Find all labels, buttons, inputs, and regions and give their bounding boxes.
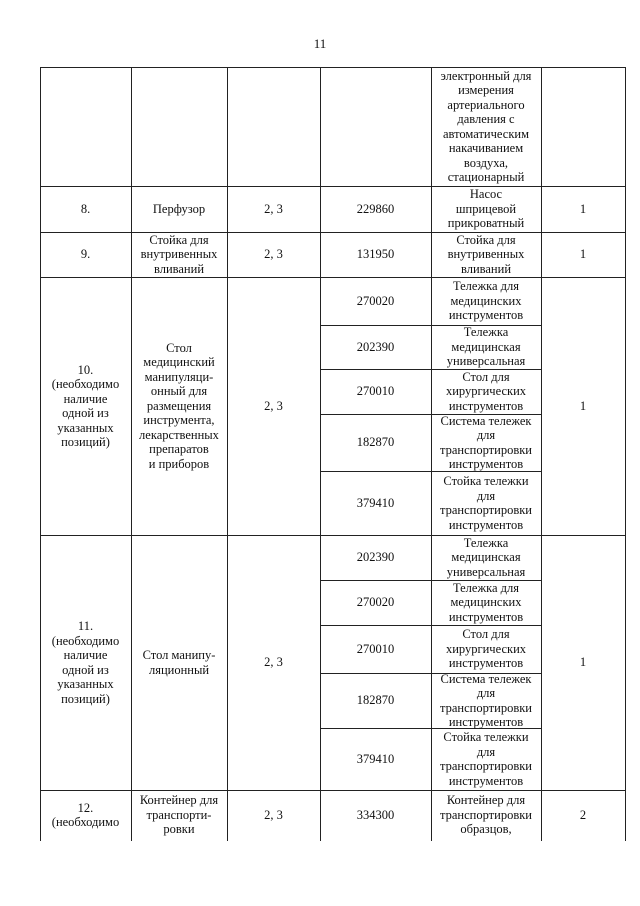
row11-code-cell: 270020	[356, 595, 395, 610]
row11-name-cell: Тележка медицинская универсальная	[446, 535, 526, 579]
row12-code-cell: 334300	[356, 807, 395, 822]
row8-level-cell: 2, 3	[264, 201, 283, 216]
row12-num-cell: 12. (необходимо	[51, 800, 120, 829]
row9-num-cell: 9.	[80, 247, 91, 262]
row10-num-cell: 10. (необходимо наличие одной из указанных позиций)	[51, 362, 120, 449]
row12-type-cell: Контейнер для транспорти- ровки	[139, 793, 219, 837]
row11-name-cell: Стол для хирургических инструментов	[445, 627, 527, 671]
row11-name-cell: Система тележек для транспортировки инструментов	[440, 671, 532, 729]
row10-code-cell: 270010	[356, 384, 395, 399]
row9-qty-cell: 1	[579, 247, 587, 262]
row8-type-cell: Перфузор	[152, 201, 206, 216]
row10-name-cell: Стойка тележки для транспортировки инструментов	[440, 474, 532, 532]
row11-name-cell: Стойка тележки для транспортировки инструментов	[440, 730, 532, 788]
row11-qty-cell: 1	[579, 655, 587, 670]
row8-qty-cell: 1	[579, 201, 587, 216]
row11-code-cell: 270010	[356, 641, 395, 656]
row10-name-cell: Стол для хирургических инструментов	[445, 369, 527, 413]
row12-qty-cell: 2	[579, 807, 587, 822]
equipment-name-cell: электронный для измерения артериального давления с автоматическим накачиванием воздуха, стационарный	[440, 68, 532, 184]
row9-level-cell: 2, 3	[264, 247, 283, 262]
row10-code-cell: 379410	[356, 495, 395, 510]
row8-code-cell: 229860	[356, 201, 395, 216]
row10-name-cell: Тележка для медицинских инструментов	[448, 279, 524, 323]
row11-code-cell: 202390	[356, 550, 395, 565]
row8-name-cell: Насос шприцевой прикроватный	[447, 187, 525, 231]
row11-code-cell: 182870	[356, 693, 395, 708]
row12-name-cell: Контейнер для транспортировки образцов,	[440, 793, 532, 837]
table-rule-vertical	[625, 67, 626, 841]
row9-name-cell: Стойка для внутривенных вливаний	[447, 232, 525, 276]
row9-code-cell: 131950	[356, 247, 395, 262]
row11-num-cell: 11. (необходимо наличие одной из указанных позиций)	[51, 619, 120, 706]
row10-qty-cell: 1	[579, 398, 587, 413]
row8-num-cell: 8.	[80, 201, 91, 216]
row11-level-cell: 2, 3	[264, 655, 283, 670]
row10-code-cell: 182870	[356, 435, 395, 450]
row10-name-cell: Тележка медицинская универсальная	[446, 325, 526, 369]
row10-type-cell: Стол медицинский манипуляци- онный для размещения инструмента, лекарственных препаратов и приборов	[139, 340, 219, 471]
row10-code-cell: 270020	[356, 293, 395, 308]
row11-name-cell: Тележка для медицинских инструментов	[448, 580, 524, 624]
row12-level-cell: 2, 3	[264, 807, 283, 822]
row10-level-cell: 2, 3	[264, 398, 283, 413]
row9-type-cell: Стойка для внутривенных вливаний	[140, 232, 218, 276]
row10-code-cell: 202390	[356, 339, 395, 354]
row11-type-cell: Стол манипу- ляционный	[142, 648, 216, 677]
row10-name-cell: Система тележек для транспортировки инструментов	[440, 413, 532, 471]
page-number: 11	[313, 36, 327, 51]
row11-code-cell: 379410	[356, 751, 395, 766]
